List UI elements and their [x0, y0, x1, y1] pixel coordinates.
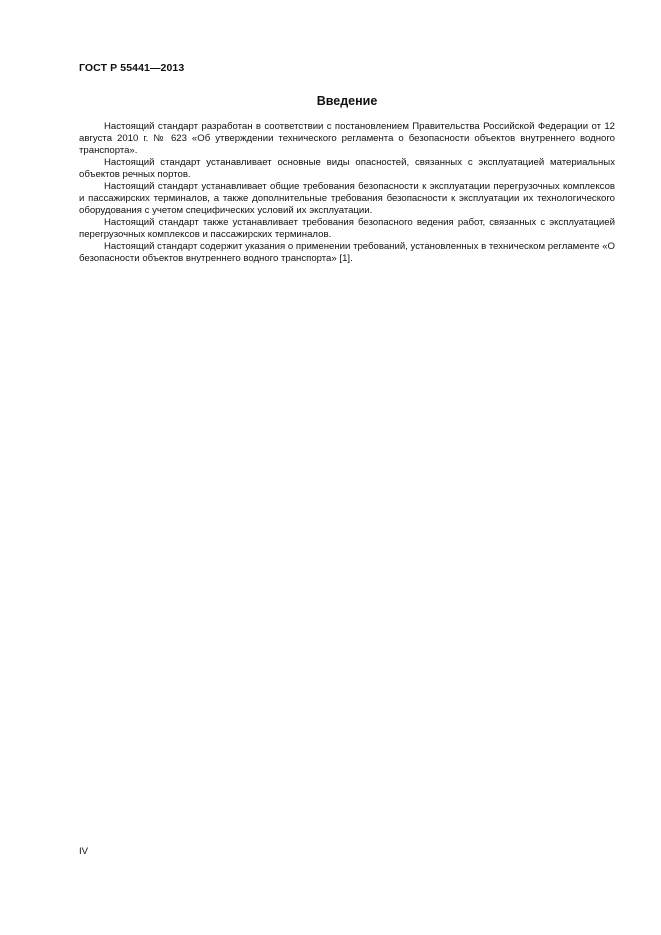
- page-number: IV: [79, 846, 89, 857]
- introduction-body: [79, 121, 615, 265]
- paragraph: Настоящий стандарт разработан в соответствии с постановлением Правительства Российской Федерации от 12 августа 2010 г. № 623 «Об утверждении технического регламента о безопасности объектов внутреннего водного транспорта».: [79, 121, 615, 156]
- paragraph: Настоящий стандарт также устанавливает требования безопасного ведения работ, связанных с эксплуатацией перегрузочных комплексов и пассажирских терминалов.: [79, 217, 615, 240]
- document-header: ГОСТ Р 55441—2013: [79, 62, 185, 74]
- section-title: Введение: [316, 94, 378, 108]
- paragraph: Настоящий стандарт устанавливает общие требования безопасности к эксплуатации перегрузочных комплексов и пассажирских терминалов, а также дополнительные требования безопасности к эксплуатации их технологического оборудования с учетом специфических условий их эксплуатации.: [79, 181, 615, 216]
- paragraph: Настоящий стандарт устанавливает основные виды опасностей, связанных с эксплуатацией материальных объектов речных портов.: [79, 157, 615, 180]
- paragraph: Настоящий стандарт содержит указания о применении требований, установленных в техническом регламенте «О безопасности объектов внутреннего водного транспорта» [1].: [79, 241, 615, 264]
